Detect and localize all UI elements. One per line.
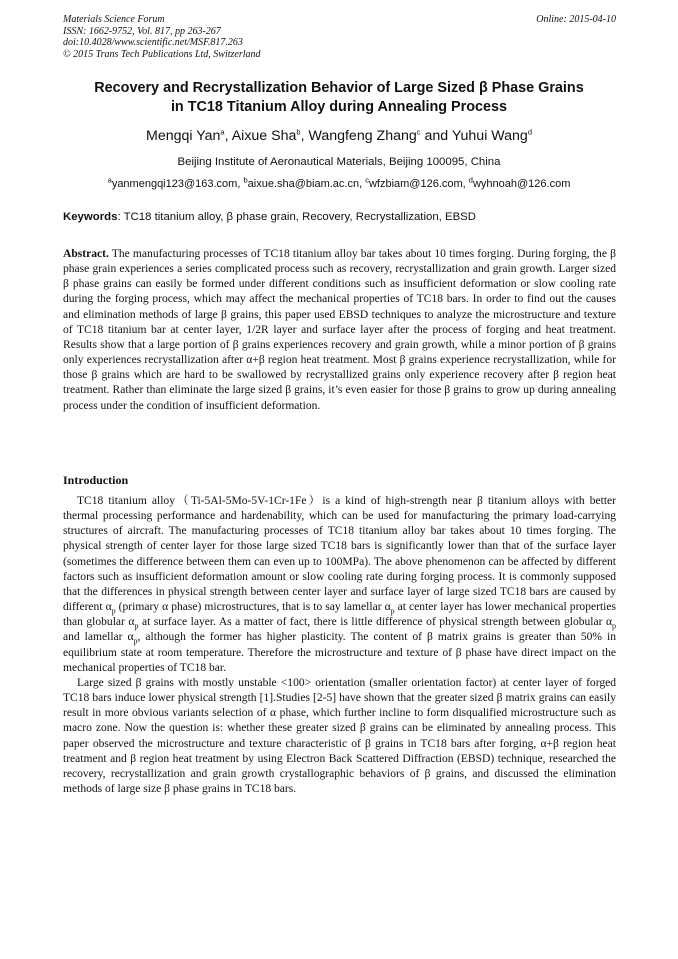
keywords-text: : TC18 titanium alloy, β phase grain, Recovery, Recrystallization, EBSD (117, 211, 476, 223)
email-address: wfzbiam@126.com (368, 178, 463, 190)
author-list: Mengqi Yan$^a$, Aixue Sha$^b$, Wangfeng Zhang$^c$ and Yuhui Wang$^d$ (146, 127, 532, 144)
email-mark: a (107, 175, 112, 185)
title-line-2: in TC18 Titanium Alloy during Annealing Process (170, 99, 508, 115)
paragraph: TC18 titanium alloy（Ti-5Al-5Mo-5V-1Cr-1Fe）is a kind of high-strength near β titanium alloys with better thermal processing performance and hardenability, which can be used for manufacturing the primary load-carrying structures of aircraft. The manufacturing processes of TC18 titanium alloy bar takes about 10 times forging. The physical strength of center layer for those large sized TC18 bars is significantly lower than that of the surface layer (sometimes the difference between them can even up to 100MPa). The above phenomenon can be affected by different factors such as insufficient deformation amount or slow cooling rate during forging process. It is commonly supposed that the differences in physical strength between center layer and surface layer of large sized TC18 bars are caused by different $\alpha_p$ (primary α phase) microstructures, that is to say lamellar $\alpha_p$ at center layer has lower mechanical properties than globular $\alpha_p$ at surface layer. As a matter of fact, there is little difference of physical strength between globular $\alpha_p$ and lamellar $\alpha_p$, although the former has higher plasticity. The content of β matrix grains is greater than 50% in equilibrium state at room temperature. Therefore the microstructure and texture of β phase have direct impact on the mechanical properties of TC18 bar. (63, 495, 617, 674)
journal-header (63, 14, 616, 60)
keywords (63, 211, 616, 223)
issn-line: ISSN: 1662-9752, Vol. 817, pp 263-267 (63, 25, 221, 37)
doi-line: doi:10.4028/www.scientific.net/MSF.817.263 (63, 37, 243, 49)
author-affil-mark: b (296, 127, 301, 137)
affiliation: Beijing Institute of Aeronautical Materials, Beijing 100095, China (177, 156, 501, 168)
email-address: yanmengqi123@163.com (111, 178, 238, 190)
author-affil-mark: c (416, 127, 421, 137)
subscript: p (111, 606, 116, 616)
journal-name: Materials Science Forum (63, 14, 165, 25)
email-mark: c (365, 175, 369, 185)
email-list: $^a$yanmengqi123@163.com, $^b$aixue.sha@biam.ac.cn, $^c$wfzbiam@126.com, $^d$wyhnoah@126.com (107, 175, 571, 190)
abstract-label: Abstract. (63, 248, 109, 260)
abstract (63, 247, 616, 414)
email-address: aixue.sha@biam.ac.cn (247, 178, 360, 190)
author-affil-mark: a (220, 127, 225, 137)
paper-title (40, 79, 638, 117)
subscript: p (390, 606, 395, 616)
author-name: Mengqi Yan (146, 128, 221, 144)
email-mark: b (243, 175, 248, 185)
author-name: Yuhui Wang (451, 128, 528, 144)
email-address: wyhnoah@126.com (472, 178, 571, 190)
email-mark: d (468, 175, 473, 185)
subscript: p (612, 621, 617, 631)
paragraph: Large sized β grains with mostly unstable <100> orientation (smaller orientation factor) at center layer of forged TC18 bars induce lower physical strength [1].Studies [2-5] have shown that the greater sized β matrix grains can easily result in more obvious variants selection of α phase, which further incline to form disqualified microstructure such as macro zone. Now the question is: whether these greater sized β grains can be eliminated by annealing process. This paper observed the microstructure and texture characteristic of β grains in TC18 bars after forging, α+β region heat treatment and β region heat treatment by using Electron Back Scattered Diffraction (EBSD) technique, researched the recovery, recrystallization and grain growth crystallographic behaviors of β grains, and discussed the elimination methods of large size β phase grains in TC18 bars. (63, 676, 616, 795)
section-heading-introduction: Introduction (63, 473, 129, 487)
abstract-text: The manufacturing processes of TC18 titanium alloy bar takes about 10 times forging. During forging, the β phase grain experiences a series complicated process such as recovery, recrystallization and grain growth. Larger sized β phase grains can easily be formed under different conditions such as insufficient deformation or slow cooling rate during the forging process, which may affect the mechanical properties of TC18 bars. In order to find out the causes and elimination methods of large β grains, this paper used EBSD techniques to analyze the microstructure and texture of TC18 titanium bar at center layer, 1/2R layer and surface layer after the process of forging and heat treatment. Results show that a large portion of β grains experiences recovery and grain growth, while a minor portion of β grains only experiences recrystallization after α+β region heat treatment. Most β grains experience recrystallization, while for those β grains which are hard to be swallowed by recrystallized grains only experience recovery after β region heat treatment. Rather than eliminate the large sized β grains, it’s even easier for those β grains to grow up during annealing process under the condition of insufficient deformation. (63, 248, 616, 412)
author-affil-mark: d (527, 127, 532, 137)
title-line-1: Recovery and Recrystallization Behavior of Large Sized β Phase Grains (94, 80, 584, 96)
copyright-line: © 2015 Trans Tech Publications Ltd, Switzerland (63, 48, 261, 60)
keywords-label: Keywords (63, 211, 118, 223)
online-date: Online: 2015-04-10 (536, 14, 616, 25)
subscript: p (134, 621, 139, 631)
author-name: Wangfeng Zhang (308, 128, 417, 144)
author-name: Aixue Sha (231, 128, 297, 144)
subscript: p (133, 636, 138, 646)
introduction-body (63, 494, 616, 797)
